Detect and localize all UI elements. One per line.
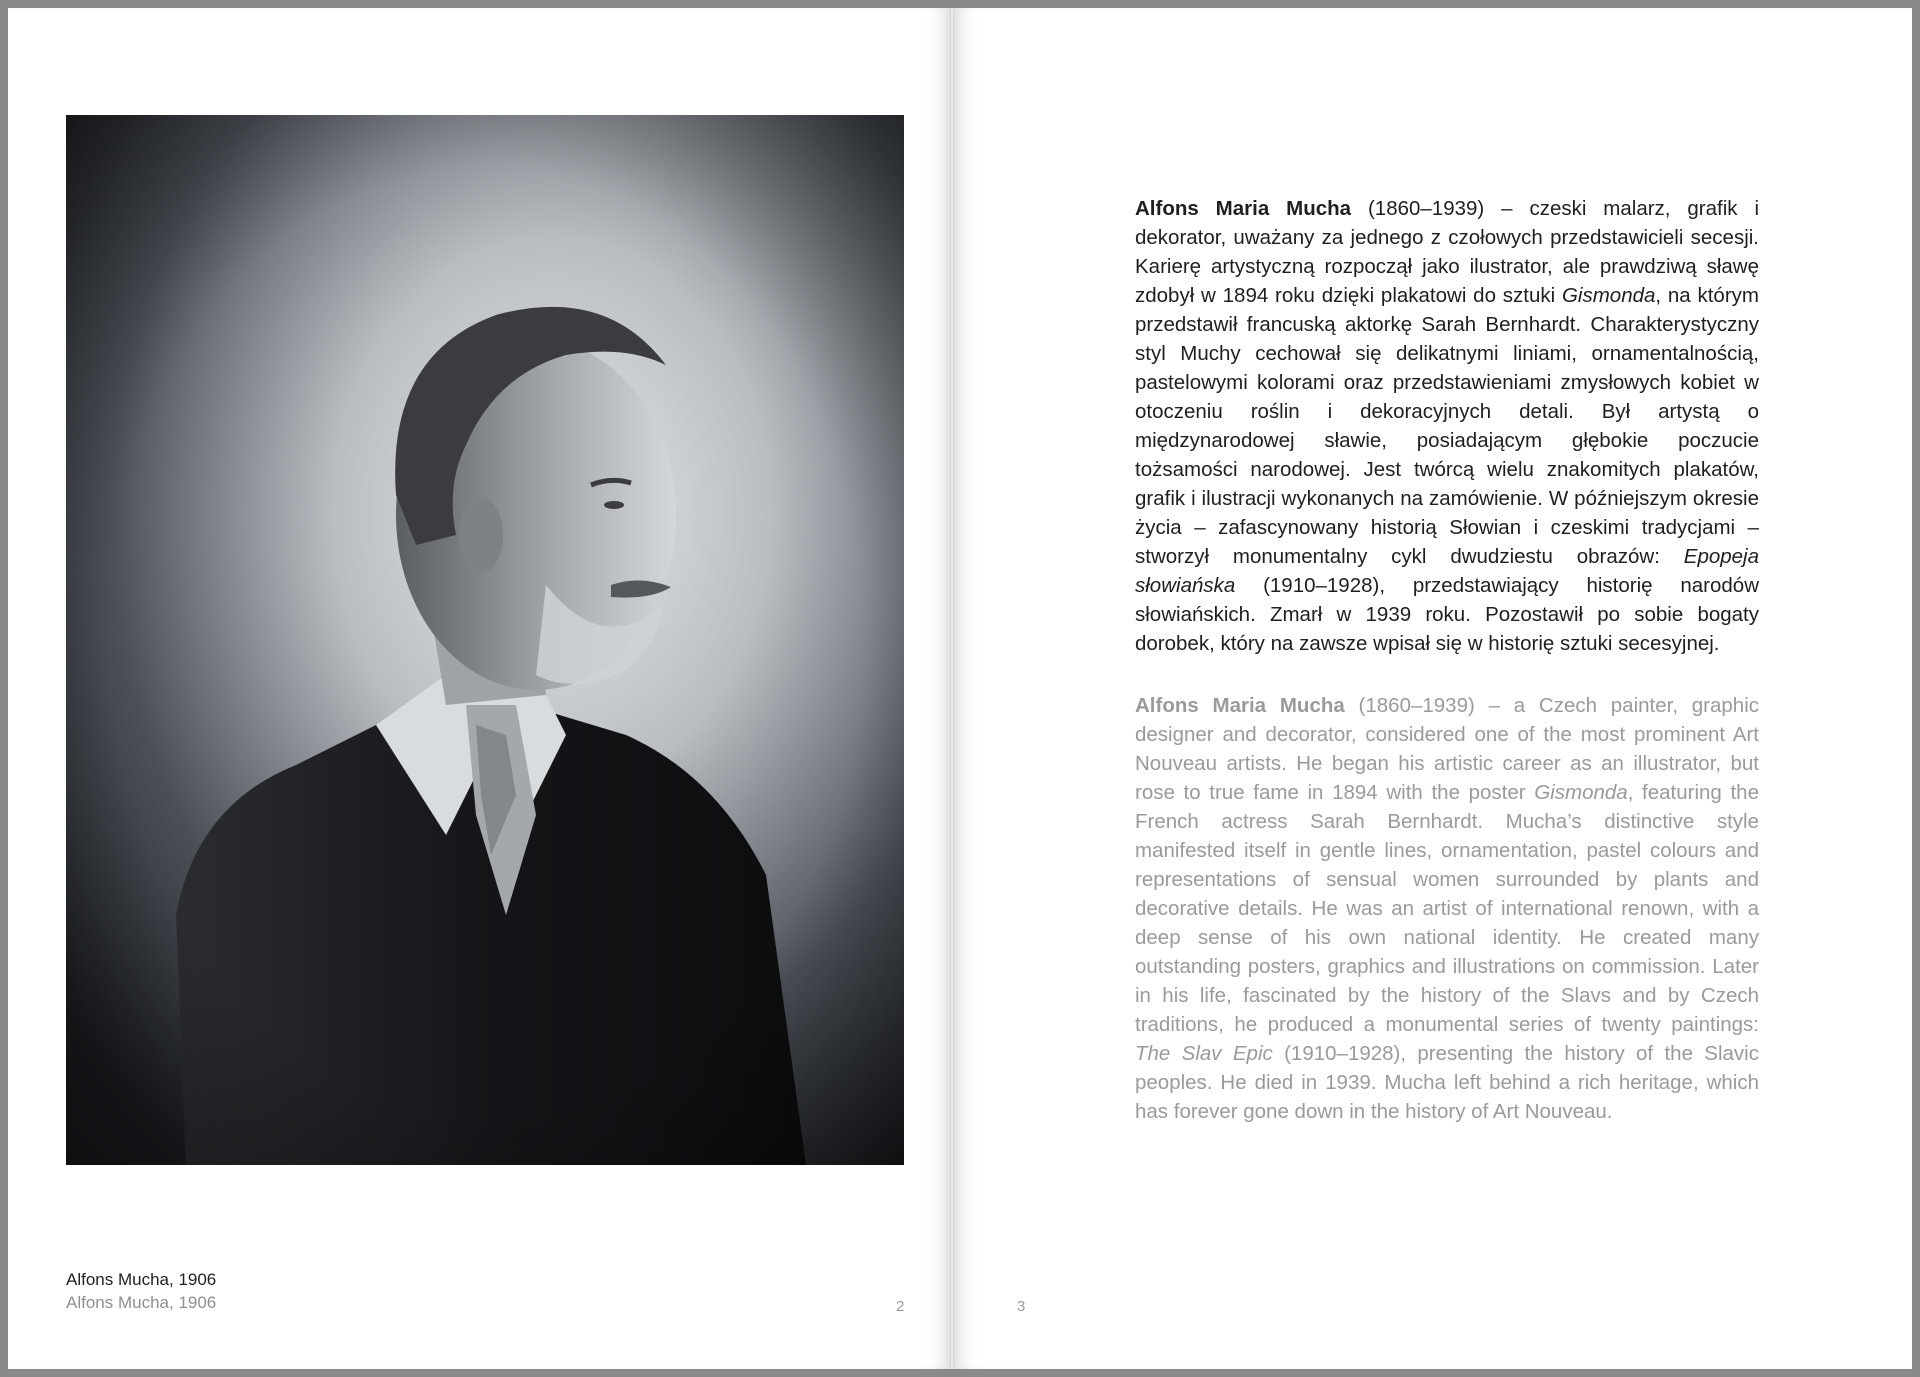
bio-pl-text3: (1910–1928), przedstawiający historię narodów słowiańskich. Zmarł w 1939 roku. Pozostawił po sobie bogaty dorobek, który na zawsze wpisał się w historię sztuki secesyjnej. xyxy=(1135,573,1759,655)
bio-en-text2: , featuring the French actress Sarah Bernhardt. Mucha’s distinctive style manifested itself in gentle lines, ornamentation, pastel colours and representations of sensual women surrounded by plants and decorative details. He was an artist of international renown, with a deep sense of his own national identity. He created many outstanding posters, graphics and illustrations on commission. Later in his life, fascinated by the history of the Slavs and by Czech traditions, he produced a monumental series of twenty paintings: xyxy=(1135,780,1759,1036)
right-page xyxy=(952,8,1912,1369)
bio-en-text3: (1910–1928), presenting the history of the Slavic peoples. He died in 1939. Mucha left behind a rich heritage, which has forever gone down in the history of Art Nouveau. xyxy=(1135,1041,1759,1123)
page-number-left: 2 xyxy=(896,1298,905,1315)
bio-en-name: Alfons Maria Mucha xyxy=(1135,693,1345,717)
book-gutter xyxy=(950,8,954,1369)
book-spread xyxy=(8,8,1912,1369)
bio-pl-work-gismonda: Gismonda xyxy=(1561,283,1656,307)
bio-pl-name: Alfons Maria Mucha xyxy=(1135,196,1352,220)
bio-en-text1: (1860–1939) – a Czech painter, graphic designer and decorator, considered one of the most prominent Art Nouveau artists. He began his artistic career as an illustrator, but rose to true fame in 1894 with the poster xyxy=(1135,693,1760,804)
left-page xyxy=(8,8,952,1369)
bio-pl-work-slav-epic: Epopeja słowiańska xyxy=(1135,544,1759,597)
biography-polish xyxy=(1135,194,1759,658)
caption-english: Alfons Mucha, 1906 xyxy=(66,1293,217,1312)
page-number-right: 3 xyxy=(1017,1298,1026,1315)
caption-polish: Alfons Mucha, 1906 xyxy=(66,1270,217,1289)
photo-caption xyxy=(66,1268,216,1314)
portrait-photo xyxy=(66,115,904,1165)
bio-en-work-slav-epic: The Slav Epic xyxy=(1135,1041,1273,1065)
bio-pl-text1: (1860–1939) – czeski malarz, grafik i dekorator, uważany za jednego z czołowych przedstawicieli secesji. Karierę artystyczną rozpoczął jako ilustrator, ale prawdziwą sławę zdobył w 1894 roku dzięki plakatowi do sztuki xyxy=(1135,196,1759,307)
biography-english xyxy=(1135,691,1759,1126)
bio-pl-text2: , na którym przedstawił francuską aktorkę Sarah Bernhardt. Charakterystyczny styl Muchy cechował się delikatnymi liniami, ornamentalnością, pastelowymi kolorami oraz przedstawieniami zmysłowych kobiet w otoczeniu roślin i dekoracyjnych detali. Był artystą o międzynarodowej sławie, posiadającym głębokie poczucie tożsamości narodowej. Jest twórcą wielu znakomitych plakatów, grafik i ilustracji wykonanych na zamówienie. W późniejszym okresie życia – zafascynowany historią Słowian i czeskimi tradycjami – stworzył monumentalny cykl dwudziestu obrazów: xyxy=(1135,283,1759,568)
bio-en-work-gismonda: Gismonda xyxy=(1534,780,1628,804)
